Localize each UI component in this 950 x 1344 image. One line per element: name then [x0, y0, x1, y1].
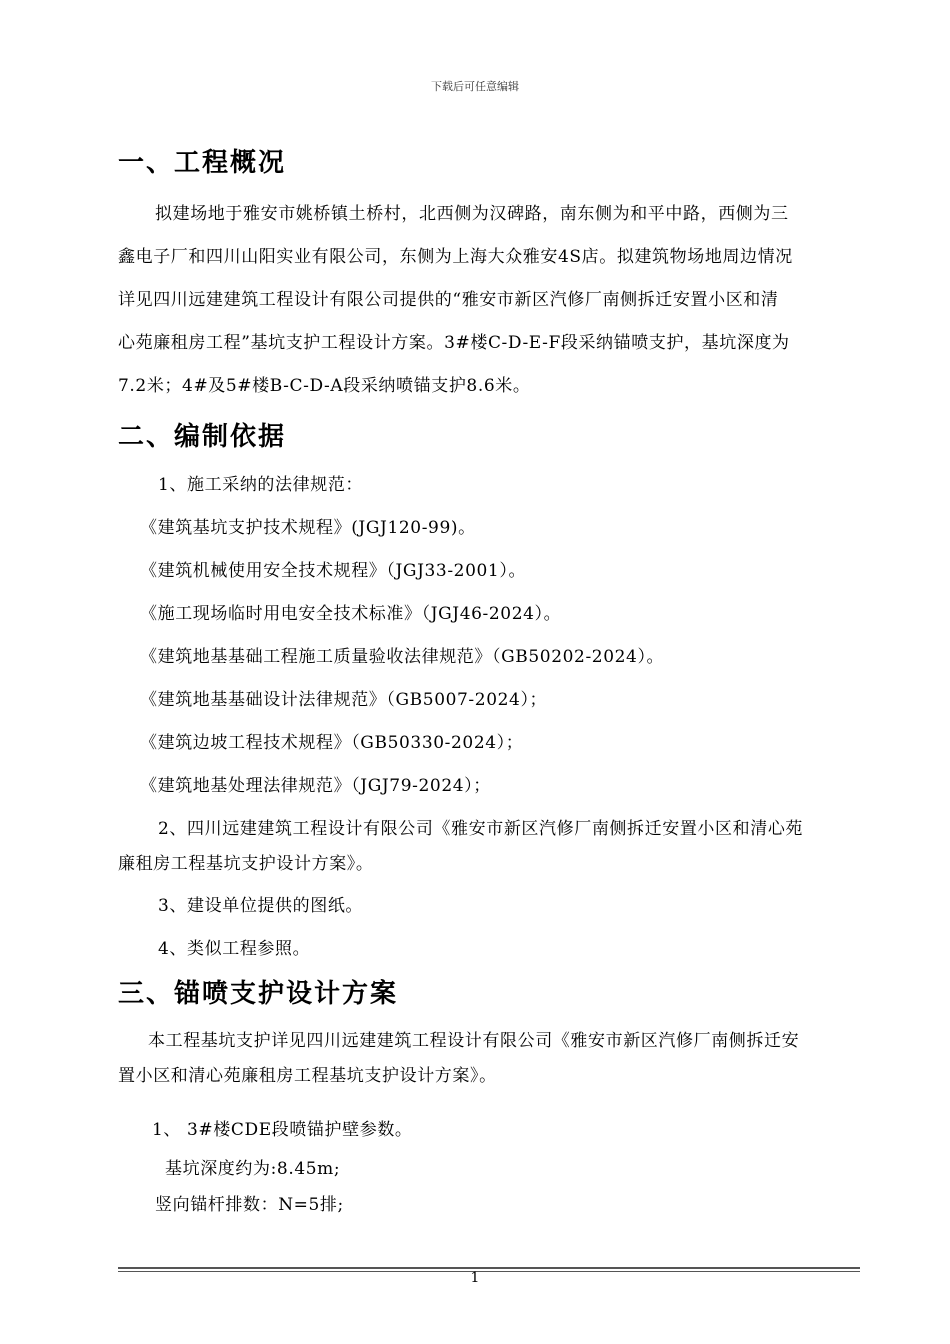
standard-item: 《建筑机械使用安全技术规程》（JGJ33-2001）。 [140, 561, 527, 581]
list-item: 3、建设单位提供的图纸。 [158, 896, 364, 916]
standard-item: 《建筑基坑支护技术规程》(JGJ120-99)。 [140, 518, 476, 538]
paragraph-line: 心苑廉租房工程”基坑支护工程设计方案。3#楼C-D-E-F段采纳锚喷支护，基坑深度为 [118, 333, 790, 353]
standard-item: 《建筑地基处理法律规范》（JGJ79-2024）； [140, 776, 491, 796]
page-number: 1 [470, 1270, 480, 1286]
footer-rule [118, 1267, 860, 1269]
list-item: 2、四川远建建筑工程设计有限公司《雅安市新区汽修厂南侧拆迁安置小区和清心苑 [158, 819, 804, 839]
paragraph-line: 7.2米；4#及5#楼B-C-D-A段采纳喷锚支护8.6米。 [118, 376, 531, 396]
list-item-continuation: 廉租房工程基坑支护设计方案》。 [118, 854, 374, 874]
standard-item: 《建筑边坡工程技术规程》（GB50330-2024）； [140, 733, 524, 753]
section-heading-overview: 一、工程概况 [118, 148, 287, 178]
paragraph-line: 详见四川远建建筑工程设计有限公司提供的“雅安市新区汽修厂南侧拆迁安置小区和清 [118, 290, 779, 310]
paragraph-line: 鑫电子厂和四川山阳实业有限公司，东侧为上海大众雅安4S店。拟建筑物场地周边情况 [118, 247, 793, 267]
standard-item: 《建筑地基基础工程施工质量验收法律规范》（GB50202-2024）。 [140, 647, 665, 667]
list-item: 1、施工采纳的法律规范： [158, 475, 364, 495]
param-line: 基坑深度约为:8.45m; [165, 1159, 341, 1179]
section-heading-basis: 二、编制依据 [118, 422, 287, 452]
paragraph-line: 拟建场地于雅安市姚桥镇土桥村，北西侧为汉碑路，南东侧为和平中路，西侧为三 [155, 204, 789, 224]
list-item: 1、 3#楼CDE段喷锚护壁参数。 [152, 1120, 413, 1140]
standard-item: 《施工现场临时用电安全技术标准》（JGJ46-2024）。 [140, 604, 562, 624]
section-heading-design: 三、锚喷支护设计方案 [118, 979, 399, 1009]
standard-item: 《建筑地基基础设计法律规范》（GB5007-2024）； [140, 690, 548, 710]
list-item: 4、类似工程参照。 [158, 939, 311, 959]
param-line: 竖向锚杆排数：N=5排; [155, 1195, 344, 1215]
paragraph-line: 置小区和清心苑廉租房工程基坑支护设计方案》。 [118, 1066, 497, 1086]
header-note: 下载后可任意编辑 [431, 80, 519, 93]
paragraph-line: 本工程基坑支护详见四川远建建筑工程设计有限公司《雅安市新区汽修厂南侧拆迁安 [148, 1031, 800, 1051]
